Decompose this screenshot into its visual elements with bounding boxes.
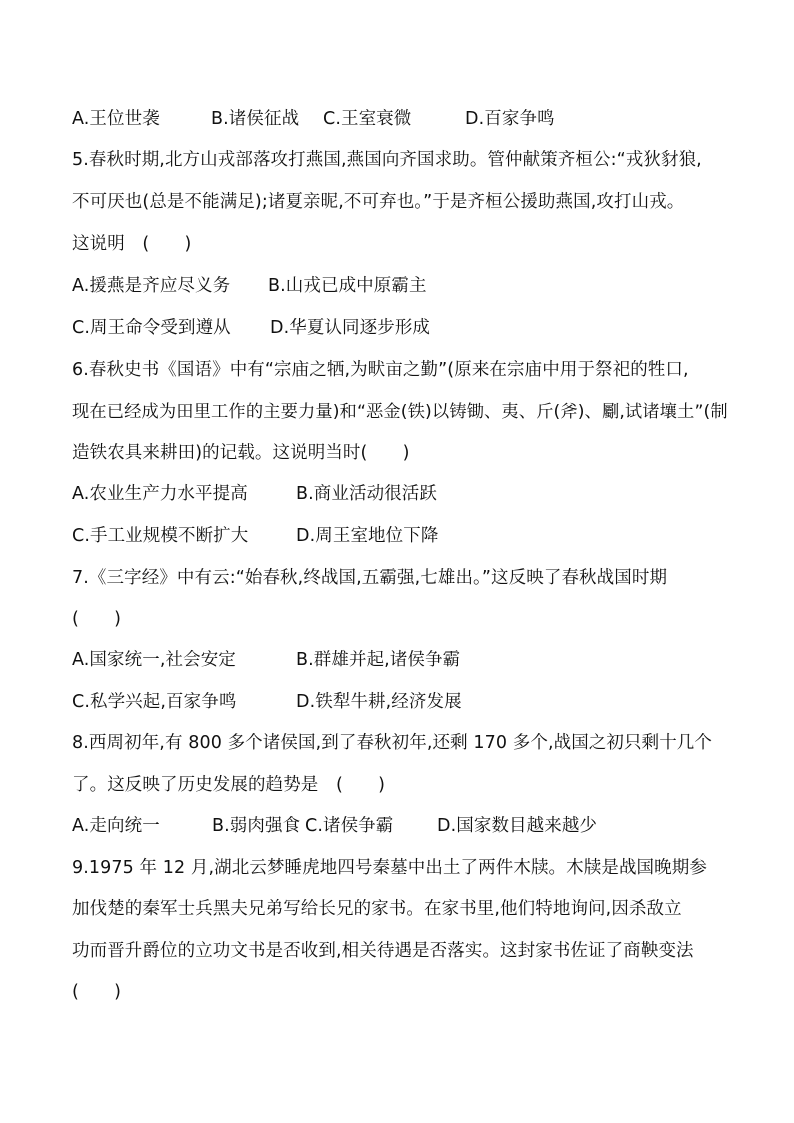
q6-option-c[interactable]: C.手工业规模不断扩大 [72,526,249,546]
q7-option-b[interactable]: B.群雄并起,诸侯争霸 [296,650,461,670]
q5-stem-line-3: 这说明 ( ) [72,234,192,254]
q6-stem-line-2: 现在已经成为田里工作的主要力量)和“恶金(铁)以铸锄、夷、斤(斧)、劚,试诸壤土”(制 [72,402,728,422]
q4-option-a[interactable]: A.王位世袭 [72,109,160,129]
q5-option-a[interactable]: A.援燕是齐应尽义务 [72,276,231,296]
q8-stem-line-1: 8.西周初年,有 800 多个诸侯国,到了春秋初年,还剩 170 多个,战国之初只剩十几个 [72,733,713,753]
q8-option-c[interactable]: C.诸侯争霸 [305,816,394,836]
q5-option-d[interactable]: D.华夏认同逐步形成 [270,318,431,338]
q6-option-a[interactable]: A.农业生产力水平提高 [72,484,248,504]
q4-option-c[interactable]: C.王室衰微 [323,109,412,129]
q9-stem-line-3: 功而晋升爵位的立功文书是否收到,相关待遇是否落实。这封家书佐证了商鞅变法 [72,941,694,961]
q7-stem-line-1: 7.《三字经》中有云:“始春秋,终战国,五霸强,七雄出。”这反映了春秋战国时期 [72,568,668,588]
q8-option-a[interactable]: A.走向统一 [72,816,160,836]
q5-option-c[interactable]: C.周王命令受到遵从 [72,318,231,338]
q4-option-d[interactable]: D.百家争鸣 [465,109,555,129]
q7-option-c[interactable]: C.私学兴起,百家争鸣 [72,692,237,712]
q6-stem-line-3: 造铁农具来耕田)的记载。这说明当时( ) [72,443,410,463]
q8-option-b[interactable]: B.弱肉强食 [212,816,301,836]
q8-stem-line-2: 了。这反映了历史发展的趋势是 ( ) [72,775,386,795]
q7-stem-line-2: ( ) [72,609,122,629]
q5-stem-line-2: 不可厌也(总是不能满足);诸夏亲昵,不可弃也。”于是齐桓公援助燕国,攻打山戎。 [72,192,685,212]
q9-stem-line-4: ( ) [72,982,122,1002]
q7-option-d[interactable]: D.铁犁牛耕,经济发展 [296,692,462,712]
q7-option-a[interactable]: A.国家统一,社会安定 [72,650,236,670]
q8-option-d[interactable]: D.国家数目越来越少 [437,816,598,836]
q9-stem-line-1: 9.1975 年 12 月,湖北云梦睡虎地四号秦墓中出土了两件木牍。木牍是战国晚期参 [72,858,707,878]
q6-option-b[interactable]: B.商业活动很活跃 [296,484,437,504]
q6-option-d[interactable]: D.周王室地位下降 [296,526,439,546]
q9-stem-line-2: 加伐楚的秦军士兵黑夫兄弟写给长兄的家书。在家书里,他们特地询问,因杀敌立 [72,899,682,919]
q4-option-b[interactable]: B.诸侯征战 [211,109,300,129]
q6-stem-line-1: 6.春秋史书《国语》中有“宗庙之牺,为畎亩之勤”(原来在宗庙中用于祭祀的牲口, [72,360,689,380]
q5-option-b[interactable]: B.山戎已成中原霸主 [268,276,427,296]
q5-stem-line-1: 5.春秋时期,北方山戎部落攻打燕国,燕国向齐国求助。管仲献策齐桓公:“戎狄豺狼, [72,150,702,170]
